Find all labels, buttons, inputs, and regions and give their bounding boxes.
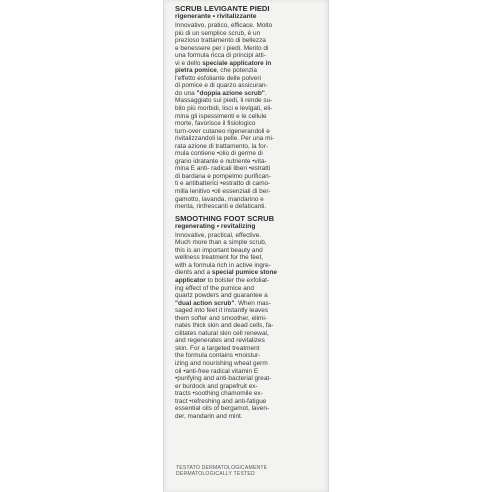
description-line: gamotto, lavanda, mandarino e (175, 195, 264, 203)
description-line: Innovativo, pratico, efficace. Molto (175, 22, 273, 29)
description-line: ing effect of the pumice and (175, 284, 254, 292)
description-line: wellness treatment for the feet, (175, 254, 264, 262)
description-line: morte, favorisce il fisiologico (175, 120, 256, 128)
description-line: and regenerates and revitalizes (175, 337, 265, 345)
description-line: tract •refreshing and anti-fatigue (175, 397, 267, 405)
description-line: cilitates natural skin cell renewal, (175, 329, 269, 337)
description-line: turn-over cutaneo rigenerandoli e (175, 127, 270, 135)
description-line: dients and a special pumice stone (175, 269, 277, 277)
description-line: di pomice e di quarzo assicuran- (175, 82, 268, 90)
footer-english: DERMATOLOGICALLY TESTED (176, 471, 255, 478)
description-line: •purifying and anti-bacterial great- (175, 375, 272, 383)
description-line: di bardana e pompelmo purifican- (175, 172, 271, 180)
description-line: nates thick skin and dead cells, fa- (175, 322, 274, 330)
panel-right-edge (328, 0, 329, 492)
italian-subtitle: rigenerante • rivitalizzante (175, 13, 257, 20)
label-text-block (175, 4, 320, 420)
footer-italian: TESTATO DERMATOLOGICAMENTE (176, 465, 268, 471)
description-line: them softer and smoother, elimi- (175, 314, 267, 322)
description-line: the formula contains •moistur- (175, 352, 261, 360)
english-title: SMOOTHING FOOT SCRUB (175, 213, 275, 223)
description-line: mula contiene •olio di germe di (175, 150, 263, 158)
description-line: applicator to bolster the exfoliat- (175, 276, 270, 284)
italian-title: SCRUB LEVIGANTE PIEDI (175, 4, 270, 13)
description-line: tracts •soothing chamomile ex- (175, 390, 263, 398)
english-subtitle: regenerating • revitalizing (175, 222, 256, 230)
description-line: grano idratante e nutriente •vita- (175, 157, 267, 165)
description-line: mina E anti- radicali liberi •estratti (175, 165, 271, 173)
dermatological-footer (176, 465, 321, 478)
description-line: oil •anti-free radical vitamin E (175, 367, 259, 375)
description-line: prezioso trattamento di bellezza (175, 37, 266, 45)
description-line: menta, rinfrescanti e defaticanti. (175, 203, 267, 211)
description-line: milla lenitivo •oli essenziali di ber- (175, 188, 271, 196)
description-line: Innovative, practical, effective. (175, 231, 262, 239)
description-line: skin. For a targeted treatment (175, 344, 260, 352)
description-line: this is an important beauty and (175, 246, 263, 254)
description-line: saged into feet it instantly leaves (175, 307, 269, 315)
description-line: er burdock and grapefruit ex- (175, 382, 258, 390)
description-line: essential oils of bergamot, laven- (175, 405, 270, 413)
description-line: rivitalizzandoli la pelle. Per una mi- (175, 135, 275, 143)
description-line: mina gli ispessimenti e le cellule (175, 112, 267, 120)
italian-description (175, 22, 320, 211)
description-line: vi e dello speciale applicatore in (175, 59, 272, 67)
english-description (175, 232, 320, 421)
description-line: una formula ricca di principi atti- (175, 52, 266, 60)
description-line: pietra pomice, che potenzia (175, 67, 257, 75)
description-line: "dual action scrub". When mas- (175, 299, 271, 307)
description-line: Massaggiato sui piedi, li rende su- (175, 97, 273, 105)
description-line: più di un semplice scrub, è un (175, 29, 261, 37)
description-line: Much more than a simple scrub, (175, 239, 267, 247)
panel-left-edge (163, 0, 164, 492)
description-line: quartz powders and guarantee a (175, 292, 268, 300)
description-line: l'effetto esfoliante delle polveri (175, 74, 261, 82)
description-line: e benessere per i piedi. Merito di (175, 44, 269, 52)
description-line: rata azione di trattamento, la for- (175, 142, 269, 150)
description-line: der, mandarin and mint. (175, 412, 243, 420)
description-line: izing and nourishing wheat germ (175, 359, 268, 367)
description-line: with a formula rich in active ingre- (175, 261, 271, 269)
description-line: bito più morbidi, lisci e levigati, eli- (175, 105, 273, 113)
description-line: ti e antibatterici •estratto di camo- (175, 180, 271, 188)
description-line: do una "doppia azione scrub". (175, 89, 267, 97)
